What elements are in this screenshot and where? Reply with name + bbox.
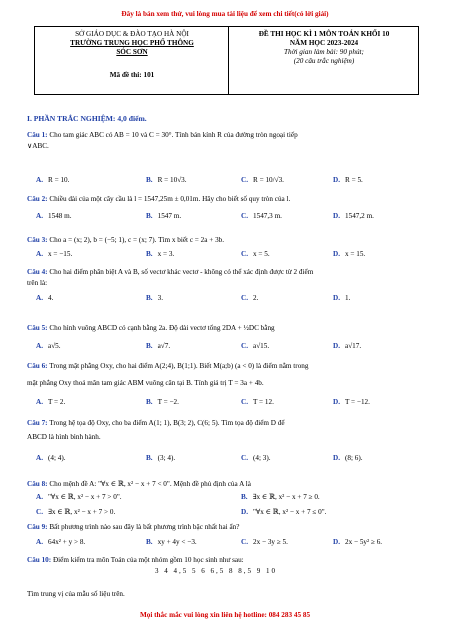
- q7-option-d[interactable]: D. (8; 6).: [333, 454, 363, 462]
- question-number: Câu 2:: [27, 195, 48, 203]
- q9-option-c[interactable]: C. 2x − 3y ≥ 5.: [241, 538, 288, 546]
- q8-option-d[interactable]: D. "∀x ∈ ℝ, x² − x + 7 ≤ 0".: [241, 508, 327, 516]
- question-7-line2: ABCD là hình bình hành.: [27, 433, 101, 441]
- question-text: Bất phương trình nào sau đây là bất phương trình bậc nhất hai ẩn?: [49, 523, 240, 531]
- q4-option-b[interactable]: B. 3.: [146, 294, 163, 302]
- question-number: Câu 3:: [27, 236, 48, 244]
- question-text: Chiều dài của một cây cầu là l = 1547,25m ± 0,01m. Hãy cho biết số quy tròn của l.: [49, 195, 291, 203]
- question-count: (20 câu trắc nghiệm): [293, 57, 355, 65]
- question-9: [27, 523, 239, 531]
- question-10: [27, 556, 244, 564]
- q8-option-b[interactable]: B. ∃x ∈ ℝ, x² − x + 7 ≥ 0.: [241, 493, 320, 501]
- q5-option-d[interactable]: D. a√17.: [333, 342, 362, 350]
- q3-option-d[interactable]: D. x = 15.: [333, 250, 366, 258]
- q2-option-d[interactable]: D. 1547,2 m.: [333, 212, 374, 220]
- question-1: [27, 131, 298, 139]
- q9-option-d[interactable]: D. 2x − 5y² ≥ 6.: [333, 538, 383, 546]
- question-1-line2: ∨ABC.: [27, 142, 49, 150]
- question-4: [27, 268, 313, 276]
- q1-option-a[interactable]: A. R = 10.: [36, 176, 70, 184]
- q1-option-b[interactable]: B. R = 10√3.: [146, 176, 187, 184]
- department-name: SỞ GIÁO DỤC & ĐÀO TẠO HÀ NỘI: [75, 30, 189, 38]
- question-3: [27, 236, 224, 244]
- q3-option-b[interactable]: B. x = 3.: [146, 250, 175, 258]
- q3-option-c[interactable]: C. x = 5.: [241, 250, 270, 258]
- question-5: [27, 324, 275, 332]
- q2-option-c[interactable]: C. 1547,3 m.: [241, 212, 282, 220]
- q1-option-d[interactable]: D. R = 5.: [333, 176, 363, 184]
- question-number: Câu 8:: [27, 480, 48, 488]
- exam-title: ĐỀ THI HỌC KÌ 1 MÔN TOÁN KHỐI 10: [258, 30, 390, 38]
- question-text: Cho tam giác ABC có AB = 10 và C = 30°. Tính bán kính R của đường tròn ngoại tiếp: [49, 131, 298, 139]
- q2-option-b[interactable]: B. 1547 m.: [146, 212, 182, 220]
- q6-option-c[interactable]: C. T = 12.: [241, 398, 274, 406]
- question-6-line2: mặt phẳng Oxy thoả mãn tam giác ABM vuông cân tại B. Tính giá trị T = 3a + 4b.: [27, 379, 264, 387]
- q5-option-b[interactable]: B. a√7.: [146, 342, 171, 350]
- question-number: Câu 9:: [27, 523, 48, 531]
- question-text: Trong hệ tọa độ Oxy, cho ba điểm A(1; 1), B(3; 2), C(6; 5). Tìm tọa độ điểm D để: [49, 419, 285, 427]
- q7-option-a[interactable]: A. (4; 4).: [36, 454, 66, 462]
- q9-option-a[interactable]: A. 64x² + y > 8.: [36, 538, 86, 546]
- q8-option-a[interactable]: A. "∀x ∈ ℝ, x² − x + 7 > 0".: [36, 493, 122, 501]
- question-number: Câu 4:: [27, 268, 48, 276]
- q1-option-c[interactable]: C. R = 10/√3.: [241, 176, 284, 184]
- question-7: [27, 419, 285, 427]
- school-year: NĂM HỌC 2023-2024: [289, 39, 359, 47]
- school-name-line2: SÓC SƠN: [116, 48, 148, 56]
- exam-code: Mã đề thi: 101: [109, 71, 155, 79]
- exam-header: [34, 26, 419, 95]
- question-number: Câu 1:: [27, 131, 48, 139]
- question-text: Cho mệnh đề A: "∀x ∈ ℝ, x² − x + 7 < 0". Mệnh đề phủ định của A là: [49, 480, 251, 488]
- q3-option-a[interactable]: A. x = −15.: [36, 250, 73, 258]
- question-number: Câu 7:: [27, 419, 48, 427]
- q7-option-b[interactable]: B. (3; 4).: [146, 454, 176, 462]
- q6-option-d[interactable]: D. T = −12.: [333, 398, 370, 406]
- question-text: Cho hình vuông ABCD có cạnh bằng 2a. Độ dài vectơ tổng 2DA + ½DC bằng: [49, 324, 275, 332]
- q7-option-c[interactable]: C. (4; 3).: [241, 454, 271, 462]
- school-name: TRƯỜNG TRUNG HỌC PHỔ THÔNG: [70, 39, 194, 47]
- header-divider: [228, 27, 229, 94]
- score-data: 3 4 4,5 5 6 6,5 8 8,5 9 10: [155, 567, 277, 575]
- question-8: [27, 479, 251, 488]
- q9-option-b[interactable]: B. xy + 4y < −3.: [146, 538, 197, 546]
- q6-option-b[interactable]: B. T = −2.: [146, 398, 179, 406]
- preview-banner: Đây là bản xem thử, vui lòng mua tài liệu để xem chi tiết(có lời giải): [121, 10, 329, 18]
- q4-option-a[interactable]: A. 4.: [36, 294, 54, 302]
- question-2: [27, 195, 290, 203]
- section-title: I. PHẦN TRẮC NGHIỆM: 4,0 điểm.: [27, 114, 147, 123]
- q4-option-d[interactable]: D. 1.: [333, 294, 351, 302]
- question-number: Câu 10:: [27, 556, 52, 564]
- question-4-line2: trên là:: [27, 279, 48, 287]
- question-text: Trong mặt phẳng Oxy, cho hai điểm A(2;4), B(1;1). Biết M(a;b) (a < 0) là điểm nằm trong: [49, 362, 309, 370]
- hotline-banner: Mọi thắc mắc vui lòng xin liên hệ hotline: 084 283 45 85: [139, 611, 311, 619]
- q4-option-c[interactable]: C. 2.: [241, 294, 259, 302]
- question-number: Câu 6:: [27, 362, 48, 370]
- question-10-prompt: Tìm trung vị của mẫu số liệu trên.: [27, 590, 125, 598]
- exam-duration: Thời gian làm bài: 90 phút;: [284, 48, 364, 56]
- q5-option-c[interactable]: C. a√15.: [241, 342, 270, 350]
- q2-option-a[interactable]: A. 1548 m.: [36, 212, 72, 220]
- question-text: Cho hai điểm phân biệt A và B, số vectơ khác vectơ - không có thể xác định được từ 2 điểm: [49, 268, 314, 276]
- question-text: Điểm kiểm tra môn Toán của một nhóm gồm 10 học sinh như sau:: [52, 556, 244, 564]
- question-number: Câu 5:: [27, 324, 48, 332]
- q6-option-a[interactable]: A. T = 2.: [36, 398, 66, 406]
- question-6: [27, 362, 308, 370]
- q8-option-c[interactable]: C. ∃x ∈ ℝ, x² − x + 7 > 0.: [36, 508, 116, 516]
- q5-option-a[interactable]: A. a√5.: [36, 342, 61, 350]
- question-text: Cho a = (x; 2), b = (−5; 1), c = (x; 7). Tìm x biết c = 2a + 3b.: [49, 236, 225, 244]
